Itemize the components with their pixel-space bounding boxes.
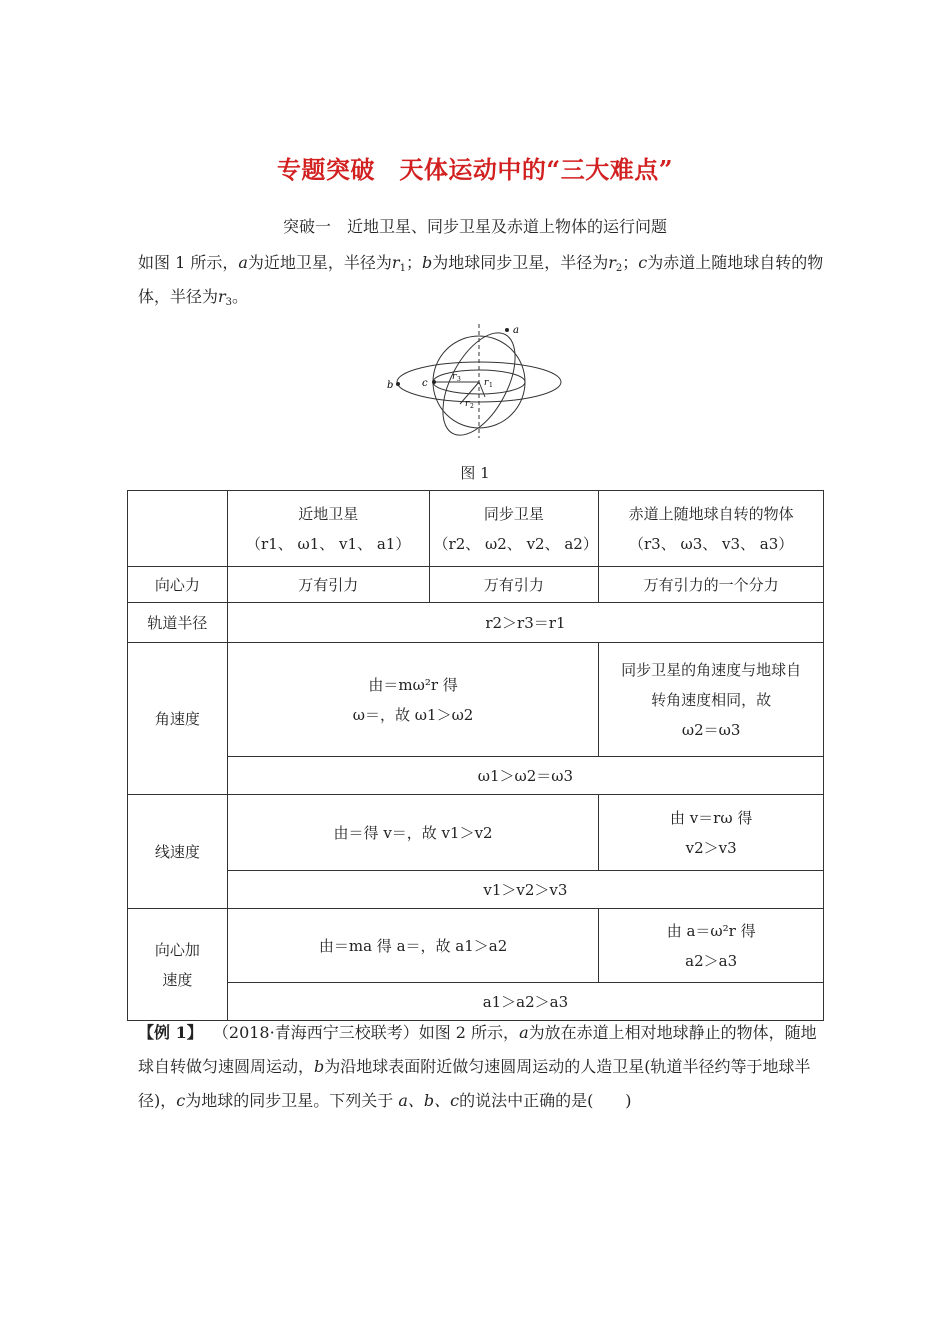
example-text: 为地球的同步卫星。下列关于 xyxy=(185,1091,399,1110)
row-label-radius: 轨道半径 xyxy=(128,603,228,643)
cell-line: 由 a＝ω²r 得 xyxy=(666,921,756,940)
label-r1-sub: 1 xyxy=(489,382,493,389)
orbit-figure xyxy=(380,322,580,442)
intro-text: 为地球同步卫星，半径为 xyxy=(432,253,609,272)
header-near-earth xyxy=(227,491,429,567)
intro-text: ； xyxy=(405,253,422,272)
intro-text: 如图 1 所示， xyxy=(138,253,239,272)
table-row xyxy=(128,603,824,643)
example-source: （2018·青海西宁三校联考） xyxy=(212,1023,419,1042)
page-title: 专题突破 天体运动中的“三大难点” xyxy=(276,155,674,184)
label-b: b xyxy=(387,380,394,391)
example-tag: 【例 1】 xyxy=(138,1023,203,1042)
cell-line: a2＞a3 xyxy=(685,951,738,970)
table-cell: r2＞r3＝r1 xyxy=(227,603,823,643)
table-row xyxy=(128,983,824,1021)
var-r3: r xyxy=(218,287,226,306)
table-row xyxy=(128,871,824,909)
var-abc: a、b、c xyxy=(398,1091,460,1110)
cell-line: 转角速度相同，故 xyxy=(651,690,772,709)
intro-text: 。 xyxy=(232,287,249,306)
header-name: 近地卫星 xyxy=(298,504,359,523)
header-name: 同步卫星 xyxy=(483,504,544,523)
table-row xyxy=(128,909,824,983)
cell-line: 由 v＝rω 得 xyxy=(669,808,753,827)
var-c: c xyxy=(638,253,648,272)
label-r3-sub: 3 xyxy=(457,376,461,383)
section-heading: 突破一 近地卫星、同步卫星及赤道上物体的运行问题 xyxy=(282,217,667,236)
table-cell xyxy=(599,909,824,983)
row-label-force: 向心力 xyxy=(128,567,228,603)
table-cell xyxy=(599,643,824,757)
var-a: a xyxy=(238,253,248,272)
label-r2-sub: 2 xyxy=(470,403,474,410)
intro-paragraph xyxy=(138,246,828,314)
table-cell xyxy=(599,795,824,871)
header-params: （r3、 ω3、 v3、 a3） xyxy=(629,534,794,553)
table-cell: 由＝得 v＝，故 v1＞v2 xyxy=(227,795,598,871)
row-label-omega: 角速度 xyxy=(128,643,228,795)
table-row xyxy=(128,795,824,871)
point-c xyxy=(432,380,436,384)
cell-line: 向心加 xyxy=(154,940,200,959)
table-corner xyxy=(128,491,228,567)
label-r2: r xyxy=(465,399,470,409)
point-b xyxy=(396,382,400,386)
label-a: a xyxy=(513,325,519,336)
subscript: 3 xyxy=(225,297,233,308)
header-synchronous xyxy=(429,491,599,567)
intro-text: 为赤道上随地球自转的物体，半径为 xyxy=(138,253,824,306)
table-row xyxy=(128,567,824,603)
var-b: b xyxy=(314,1057,325,1076)
table-cell: 万有引力 xyxy=(227,567,429,603)
label-c: c xyxy=(422,378,428,389)
subscript: 1 xyxy=(399,263,406,274)
example-text: 为放在赤道上相对地球静止的物体，随地球自转做匀速圆周运动， xyxy=(138,1023,817,1076)
cell-line: 同步卫星的角速度与地球自 xyxy=(621,660,802,679)
var-c: c xyxy=(176,1091,186,1110)
table-cell: a1＞a2＞a3 xyxy=(227,983,823,1021)
point-a xyxy=(505,328,509,332)
header-equator-object xyxy=(599,491,824,567)
intro-text: 为近地卫星，半径为 xyxy=(247,253,392,272)
var-r1: r xyxy=(391,253,400,272)
row-label-acceleration xyxy=(128,909,228,1021)
table-row xyxy=(128,643,824,757)
intro-text: ； xyxy=(622,253,639,272)
var-r2: r xyxy=(608,253,616,272)
cell-line: ω2＝ω3 xyxy=(681,720,741,739)
table-cell: 由＝ma 得 a＝，故 a1＞a2 xyxy=(227,909,598,983)
table-cell xyxy=(227,643,598,757)
comparison-table xyxy=(127,490,824,1021)
example-text: 如图 2 所示， xyxy=(418,1023,520,1042)
cell-line: 由＝mω²r 得 xyxy=(368,675,458,694)
cell-line: v2＞v3 xyxy=(685,838,737,857)
table-row xyxy=(128,491,824,567)
figure-caption: 图 1 xyxy=(460,464,490,482)
cell-line: 速度 xyxy=(162,970,193,989)
label-r1: r xyxy=(484,378,489,388)
var-a: a xyxy=(519,1023,529,1042)
row-label-velocity: 线速度 xyxy=(128,795,228,909)
table-row xyxy=(128,757,824,795)
header-params: （r2、 ω2、 v2、 a2） xyxy=(433,534,598,553)
subscript: 2 xyxy=(615,263,623,274)
example-text: 的说法中正确的是( ) xyxy=(459,1091,632,1110)
table-cell: ω1＞ω2＝ω3 xyxy=(227,757,823,795)
var-b: b xyxy=(421,253,433,272)
example-text: 为沿地球表面附近做匀速圆周运动的人造卫星(轨道半径约等于地球半径)， xyxy=(138,1057,811,1110)
table-cell: 万有引力 xyxy=(429,567,599,603)
label-r3: r xyxy=(452,372,457,382)
table-cell: 万有引力的一个分力 xyxy=(599,567,824,603)
table-cell: v1＞v2＞v3 xyxy=(227,871,823,909)
example-paragraph xyxy=(138,1016,828,1118)
header-name: 赤道上随地球自转的物体 xyxy=(628,504,794,523)
header-params: （r1、 ω1、 v1、 a1） xyxy=(246,534,411,553)
cell-line: ω＝，故 ω1＞ω2 xyxy=(352,705,474,724)
